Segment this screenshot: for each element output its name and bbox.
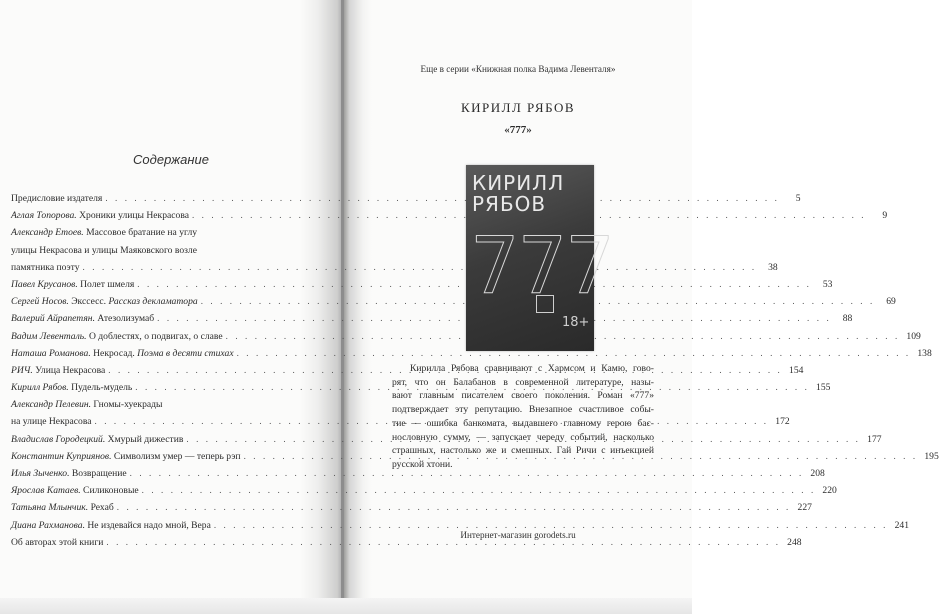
toc-entry — [11, 396, 295, 413]
toc-author: Диана Рахманова. — [11, 519, 85, 531]
toc-page-number: 9 — [882, 210, 888, 222]
toc-author: Ярослав Катаев. — [11, 485, 81, 497]
toc-author: Илья Зыченко. — [11, 468, 70, 479]
toc-entry-text — [11, 328, 223, 345]
cover-author-name — [472, 173, 588, 215]
toc-entry-text — [11, 276, 134, 293]
toc-entry-text — [11, 448, 241, 465]
toc-title-text: Возвращение — [69, 468, 127, 479]
blurb-line: тие — ошибка банкомата, выдавшего главному герою бас- — [392, 417, 654, 429]
blurb-line: подтверждает эту репутацию. Внезапное счастливое собы- — [392, 404, 654, 416]
toc-page-number: 138 — [917, 347, 932, 359]
toc-entry-text — [11, 517, 211, 534]
toc-entry-text — [11, 465, 127, 482]
toc-author: Вадим Левенталь. — [11, 330, 87, 342]
toc-entry — [11, 482, 837, 499]
toc-title-text: Хмурый дижестив — [105, 433, 184, 445]
toc-page-number: 195 — [924, 450, 939, 462]
toc-title-text: Улица Некрасова — [32, 364, 106, 376]
toc-author: Наташа Романова. — [11, 347, 91, 359]
toc-page-number: 38 — [768, 261, 778, 273]
blurb-line: рят, что он Балабанов в современной литературе, назы- — [392, 376, 654, 388]
series-note: Еще в серии «Книжная полка Вадима Левенталя» — [420, 64, 616, 74]
toc-page-number: 53 — [822, 278, 833, 290]
toc-entry — [11, 293, 896, 310]
toc-title-text: Не издевайся надо мной, Вера — [84, 519, 211, 531]
toc-title-text: Полет шмеля — [77, 278, 135, 290]
toc-page-number: 227 — [797, 502, 812, 514]
toc-title-text: Гномы-хуекрады — [91, 399, 163, 411]
toc-entry-text — [11, 310, 154, 327]
toc-title-text: памятника поэту — [11, 261, 80, 273]
toc-leader-dots — [105, 190, 779, 207]
toc-page-number: 154 — [789, 364, 804, 376]
toc-title-text: Атезолизумаб — [94, 313, 155, 325]
toc-page-number: 109 — [906, 330, 921, 342]
toc-entry — [11, 207, 888, 224]
toc-title-text: Массовое братание на углу — [83, 227, 198, 239]
toc-entry-text — [11, 379, 132, 396]
toc-entry — [11, 465, 825, 482]
cover-age-rating: 18+ — [562, 315, 590, 330]
toc-subtitle: Поэма в десяти стихах — [137, 347, 234, 359]
toc-author: Александр Пелевин. — [11, 399, 92, 411]
cover-name-line: РЯБОВ — [472, 192, 547, 216]
cover-name-line: КИРИЛЛ — [472, 171, 565, 195]
blurb-line: страшных, настолько же и смешных. Гай Ричи с инъекцией — [392, 445, 654, 457]
toc-leader-dots — [142, 482, 816, 499]
toc-entry-text — [11, 207, 189, 224]
toc-author: РИЧ. — [11, 364, 33, 376]
toc-entry-text — [11, 190, 102, 207]
toc-title-text: Об авторах этой книги — [11, 536, 104, 548]
toc-author: Аглая Топорова. — [11, 210, 77, 222]
toc-entry — [11, 224, 295, 241]
toc-title-text: Силиконовые — [80, 485, 139, 497]
toc-author: Кирилл Рябов. — [11, 382, 69, 394]
toc-author: Владислав Городецкий. — [11, 433, 106, 445]
toc-title: Содержание — [133, 152, 209, 167]
toc-entry-text — [11, 345, 234, 362]
toc-title-text: Хроники улицы Некрасова — [76, 210, 189, 222]
toc-page-number: 220 — [822, 485, 837, 497]
page-bottom-edge — [0, 598, 692, 614]
toc-page-number: 241 — [894, 519, 909, 531]
cover-number: 777 — [470, 222, 613, 312]
toc-page-number: 248 — [787, 536, 802, 548]
toc-entry-text — [11, 482, 139, 499]
toc-author: Сергей Носов. — [11, 296, 69, 308]
toc-title-text: Пудель-мудель — [68, 382, 133, 394]
toc-leader-dots — [117, 499, 791, 516]
blurb-line: русской хтони. — [392, 458, 453, 470]
toc-entry-text — [11, 293, 198, 310]
toc-author: Павел Крусанов. — [11, 278, 78, 290]
toc-page-number: 155 — [816, 382, 831, 394]
toc-page-number: 172 — [775, 416, 790, 428]
cover-hand-icon — [536, 295, 554, 313]
toc-entry-text — [11, 362, 105, 379]
toc-entry — [11, 328, 921, 345]
toc-entry-continuation: улицы Некрасова и улицы Маяковского возле — [11, 244, 197, 256]
toc-page-number: 208 — [810, 468, 825, 479]
shop-link-text: Интернет-магазин gorodets.ru — [460, 530, 576, 540]
toc-author: Александр Етоев. — [11, 227, 84, 239]
toc-title-text: О доблестях, о подвигах, о славе — [86, 330, 223, 342]
toc-title-text: Некросад. — [90, 347, 138, 359]
toc-subtitle: Рассказ декламатора — [108, 296, 198, 308]
toc-page-number: 177 — [867, 433, 882, 445]
toc-entry — [11, 276, 833, 293]
toc-page-number: 69 — [886, 296, 896, 308]
toc-entry-text — [11, 534, 103, 551]
toc-entry-text — [11, 396, 162, 413]
book-title: «777» — [504, 124, 532, 136]
blurb-line: вают главным писателем своего поколения. Роман «777» — [392, 390, 654, 402]
toc-entry — [11, 499, 812, 516]
toc-page-number: 5 — [795, 193, 801, 204]
book-cover-image — [466, 165, 613, 351]
toc-title-text: на улице Некрасова — [11, 416, 92, 428]
toc-entry-continuation — [11, 259, 778, 276]
toc-page-number: 88 — [842, 313, 853, 325]
toc-entry-text — [11, 431, 183, 448]
toc-entry — [11, 517, 909, 534]
toc-entry-text — [11, 499, 114, 516]
toc-entry — [11, 345, 932, 362]
blurb-line: нословную сумму, — запускает череду событий, насколько — [392, 431, 654, 443]
book-blurb — [392, 362, 654, 472]
blurb-line: Кирилла Рябова сравнивают с Хармсом и Камю, гово- — [410, 363, 654, 374]
toc-title-text: Экссесс. — [68, 296, 109, 308]
toc-entry-text — [11, 224, 197, 241]
toc-title-text: Предисловие издателя — [11, 193, 103, 204]
toc-title-text: Рехаб — [88, 502, 114, 514]
toc-leader-dots — [83, 259, 757, 276]
toc-author: Татьяна Млынчик. — [11, 502, 89, 514]
book-author: КИРИЛЛ РЯБОВ — [460, 100, 576, 115]
toc-author: Валерий Айрапетян. — [11, 313, 95, 325]
toc-author: Константин Куприянов. — [11, 450, 112, 462]
toc-title-text: Символизм умер — теперь рэп — [111, 450, 241, 462]
